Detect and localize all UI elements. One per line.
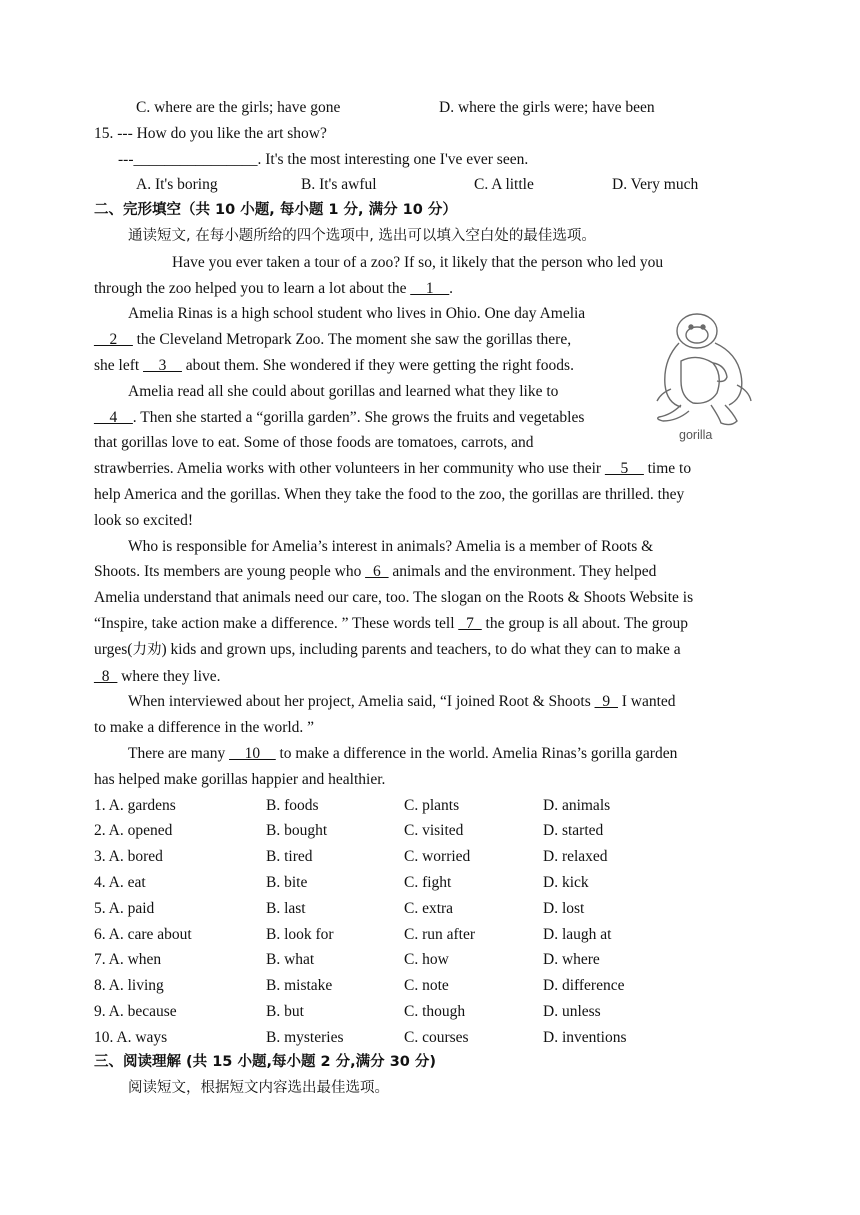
passage-line: [94, 664, 767, 690]
passage-text: animals and the environment. They helped: [388, 563, 657, 581]
choice-c: C. extra: [404, 899, 454, 917]
exam-page: [94, 95, 767, 1102]
choice-c: C. though: [404, 1002, 466, 1020]
passage-line: [94, 741, 767, 767]
passage-text: through the zoo helped you to learn a lot about the: [94, 279, 411, 297]
passage-text: “Inspire, take action make a difference. ” These words tell: [94, 614, 459, 632]
choice-d: D. relaxed: [543, 848, 608, 866]
choice-a: 2. A. opened: [94, 822, 173, 840]
choice-row: [94, 793, 767, 819]
passage-text: time to: [643, 460, 692, 478]
blank-6: _6_: [365, 563, 389, 581]
choice-row: [94, 870, 767, 896]
choice-c: C. run after: [404, 925, 476, 943]
choice-a: 1. A. gardens: [94, 796, 176, 814]
blank-7: _7_: [458, 614, 482, 632]
section3-instruction: 阅读短文，根据短文内容选出最佳选项。: [128, 1080, 389, 1097]
choice-d: D. unless: [543, 1002, 601, 1020]
choice-row: [94, 844, 767, 870]
q14-option-c: C. where are the girls; have gone: [136, 99, 341, 116]
q15-option-b: B. It's awful: [301, 176, 377, 194]
choice-row: [94, 973, 767, 999]
choice-a: 10. A. ways: [94, 1028, 168, 1046]
choice-row: [94, 922, 767, 948]
passage-line: [94, 559, 767, 585]
blank-1: __1__: [410, 279, 450, 297]
passage-text: to make a difference in the world. Amelia Rinas’s gorilla garden: [275, 744, 678, 762]
choice-b: B. foods: [266, 796, 319, 814]
passage-text: urges(: [94, 640, 133, 658]
choice-d: D. difference: [543, 977, 625, 995]
passage-line: Amelia understand that animals need our care, too. The slogan on the Roots & Shoots Website is: [94, 589, 694, 607]
passage-line: [94, 637, 767, 664]
choice-b: B. tired: [266, 848, 313, 866]
passage-line: [94, 611, 767, 637]
choice-b: B. bite: [266, 873, 308, 891]
choice-d: D. where: [543, 951, 600, 969]
passage-text-cjk: 力劝: [132, 641, 162, 658]
q15-question: 15. --- How do you like the art show?: [94, 124, 327, 142]
choice-d: D. inventions: [543, 1028, 627, 1046]
section3-heading: 三、阅读理解 (共 15 小题,每小题 2 分,满分 30 分): [94, 1054, 437, 1071]
blank-10: __10__: [229, 744, 276, 762]
passage-text: about them. She wondered if they were getting the right foods.: [181, 356, 574, 374]
choice-b: B. last: [266, 899, 306, 917]
choice-a: 8. A. living: [94, 977, 164, 995]
passage-text: ) kids and grown ups, including parents and teachers, to do what they can to make a: [161, 640, 681, 658]
cloze-passage: [94, 250, 767, 793]
q15-options: [94, 172, 767, 198]
choice-b: B. what: [266, 951, 315, 969]
blank-3: __3__: [143, 356, 182, 374]
passage-text: the Cleveland Metropark Zoo. The moment she saw the gorillas there,: [132, 331, 572, 349]
choice-a: 3. A. bored: [94, 848, 163, 866]
section2-instruction: 通读短文, 在每小题所给的四个选项中, 选出可以填入空白处的最佳选项。: [128, 227, 596, 244]
choice-a: 6. A. care about: [94, 925, 192, 943]
choice-c: C. note: [404, 977, 449, 995]
choice-c: C. worried: [404, 848, 471, 866]
choice-row: [94, 896, 767, 922]
choices-table: [94, 793, 767, 1051]
choice-row: [94, 818, 767, 844]
passage-text: I wanted: [617, 693, 676, 711]
passage-line: Amelia Rinas is a high school student who lives in Ohio. One day Amelia: [128, 305, 586, 323]
choice-d: D. lost: [543, 899, 585, 917]
choice-row: [94, 1025, 767, 1051]
passage-text: Shoots. Its members are young people who: [94, 563, 366, 581]
choice-c: C. visited: [404, 822, 464, 840]
blank-9: _9_: [594, 693, 618, 711]
passage-text: strawberries. Amelia works with other volunteers in her community who use their: [94, 460, 605, 478]
choice-c: C. how: [404, 951, 449, 969]
choice-b: B. mistake: [266, 977, 333, 995]
passage-line: has helped make gorillas happier and healthier.: [94, 770, 386, 788]
choice-d: D. animals: [543, 796, 611, 814]
q15-answer: [94, 147, 767, 173]
passage-line: to make a difference in the world. ”: [94, 719, 315, 737]
passage-line: [94, 689, 767, 715]
choice-b: B. but: [266, 1002, 304, 1020]
choice-a: 4. A. eat: [94, 873, 146, 891]
passage-line: [94, 276, 767, 302]
gorilla-illustration: [641, 305, 767, 445]
blank-8: _8_: [94, 667, 118, 685]
choice-b: B. mysteries: [266, 1028, 344, 1046]
choice-c: C. plants: [404, 796, 460, 814]
choice-b: B. look for: [266, 925, 334, 943]
choice-a: 7. A. when: [94, 951, 162, 969]
q15-answer-suffix: . It's the most interesting one I've ever seen.: [257, 150, 529, 168]
choice-d: D. started: [543, 822, 604, 840]
passage-line: [94, 456, 767, 482]
passage-text: she left: [94, 356, 144, 374]
passage-text: .: [449, 279, 453, 297]
q15-option-c: C. A little: [474, 176, 534, 194]
passage-text: When interviewed about her project, Amelia said, “I joined Root & Shoots: [128, 693, 595, 711]
q14-option-d: D. where the girls were; have been: [439, 99, 655, 116]
section2-heading: 二、完形填空（共 10 小题, 每小题 1 分, 满分 10 分）: [94, 202, 457, 219]
passage-line: Amelia read all she could about gorillas and learned what they like to: [128, 382, 559, 400]
q15-answer-blank: ________________: [133, 150, 258, 168]
passage-text: There are many: [128, 744, 230, 762]
choice-d: D. laugh at: [543, 925, 612, 943]
passage-line: Who is responsible for Amelia’s interest in animals? Amelia is a member of Roots &: [128, 537, 654, 555]
choice-row: [94, 999, 767, 1025]
blank-5: __5__: [604, 460, 644, 478]
choice-c: C. courses: [404, 1028, 469, 1046]
passage-text: . Then she started a “gorilla garden”. She grows the fruits and vegetables: [132, 408, 585, 426]
passage-line: that gorillas love to eat. Some of those foods are tomatoes, carrots, and: [94, 434, 534, 452]
choice-a: 5. A. paid: [94, 899, 155, 917]
image-caption: gorilla: [679, 428, 713, 443]
passage-line: Have you ever taken a tour of a zoo? If so, it likely that the person who led you: [172, 253, 664, 271]
q14-options: [94, 95, 767, 121]
choice-d: D. kick: [543, 873, 589, 891]
blank-4: __4__: [94, 408, 133, 426]
passage-text: the group is all about. The group: [481, 614, 688, 632]
choice-a: 9. A. because: [94, 1002, 177, 1020]
choice-c: C. fight: [404, 873, 452, 891]
q15-answer-prefix: ---: [118, 150, 134, 168]
passage-text: where they live.: [117, 667, 221, 685]
q15-option-d: D. Very much: [612, 176, 699, 194]
choice-b: B. bought: [266, 822, 328, 840]
q15-option-a: A. It's boring: [136, 176, 218, 194]
passage-line: help America and the gorillas. When they take the food to the zoo, the gorillas are thrilled. they: [94, 485, 685, 503]
choice-row: [94, 947, 767, 973]
blank-2: __2__: [94, 331, 133, 349]
passage-line: look so excited!: [94, 511, 194, 529]
